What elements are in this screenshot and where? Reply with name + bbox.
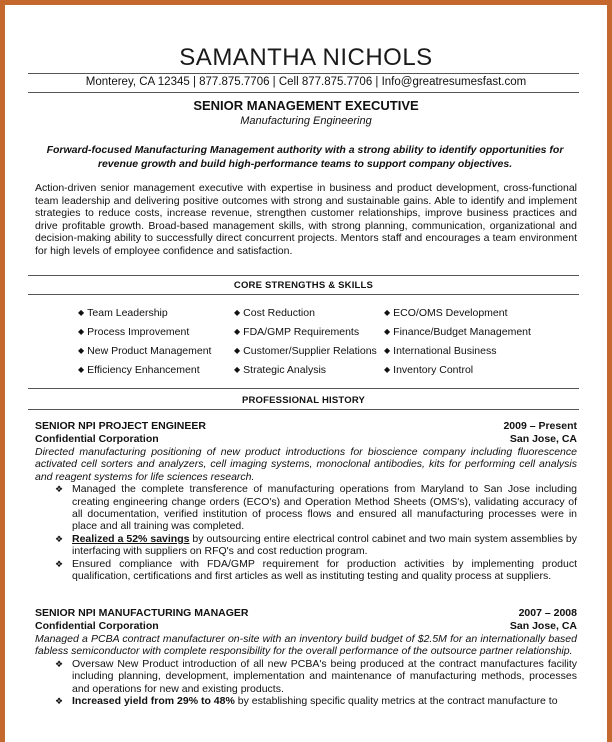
diamond-bullet-icon: ◆ bbox=[78, 365, 85, 374]
skills-row bbox=[78, 364, 558, 383]
contact-line: Monterey, CA 12345 | 877.875.7706 | Cell 877.875.7706 | Info@greatresumesfast.com bbox=[85, 76, 527, 88]
diamond-bullet-icon: ◆ bbox=[234, 365, 241, 374]
diamond-bullet-icon: ◆ bbox=[234, 308, 241, 317]
job-dates: 2007 – 2008 bbox=[518, 607, 577, 619]
skills-top-rule bbox=[28, 275, 579, 276]
diamond-bullet-icon: ◆ bbox=[234, 327, 241, 336]
skill-item: ◆ Team Leadership bbox=[78, 307, 168, 319]
candidate-name: SAMANTHA NICHOLS bbox=[179, 44, 433, 71]
diamond-bullet-icon: ◆ bbox=[78, 308, 85, 317]
diamond-bullet-icon: ◆ bbox=[384, 346, 391, 355]
contact-divider bbox=[28, 92, 579, 93]
job-description: Managed a PCBA contract manufacturer on-site with an inventory build budget of $2.5M for an internationally based fabless semiconductor with complete responsibility for the overall performance of the outsource partner relationship. bbox=[35, 633, 577, 658]
job-company: Confidential Corporation bbox=[35, 433, 159, 445]
skills-row bbox=[78, 307, 558, 326]
diamond-bullet-icon: ❖ bbox=[55, 658, 64, 669]
skills-row bbox=[78, 326, 558, 345]
skill-item: ◆ Customer/Supplier Relations bbox=[234, 345, 377, 357]
job-bullets bbox=[35, 483, 577, 582]
history-heading: PROFESSIONAL HISTORY bbox=[241, 395, 366, 406]
job-location: San Jose, CA bbox=[509, 620, 577, 632]
skill-item: ◆ New Product Management bbox=[78, 345, 212, 357]
resume-subtitle: Manufacturing Engineering bbox=[240, 115, 372, 127]
job-company: Confidential Corporation bbox=[35, 620, 159, 632]
job-bullet: ❖ Realized a 52% savings by outsourcing entire electrical control cabinet and two main system assemblies by interfacing with suppliers on RFQ's and cost reduction program. bbox=[55, 532, 577, 558]
diamond-bullet-icon: ❖ bbox=[55, 696, 64, 707]
resume-title: SENIOR MANAGEMENT EXECUTIVE bbox=[193, 98, 419, 113]
diamond-bullet-icon: ◆ bbox=[384, 327, 391, 336]
skill-item: ◆ Inventory Control bbox=[384, 364, 474, 376]
skill-item: ◆ FDA/GMP Requirements bbox=[234, 326, 360, 338]
job-bullet: ❖ Ensured compliance with FDA/GMP requirement for production activities by implementing product qualification, certifications and first articles as well as instituting testing and quality process at suppliers. bbox=[55, 557, 577, 583]
skills-heading: CORE STRENGTHS & SKILLS bbox=[233, 280, 374, 291]
job-entry bbox=[35, 607, 577, 707]
history-bottom-rule bbox=[28, 409, 579, 410]
job-title: SENIOR NPI PROJECT ENGINEER bbox=[35, 420, 206, 432]
skill-item: ◆ International Business bbox=[384, 345, 497, 357]
job-title-row bbox=[35, 420, 577, 433]
job-bullet: ❖ Increased yield from 29% to 48% by establishing specific quality metrics at the contract manufacture to bbox=[55, 695, 558, 708]
job-bullets bbox=[35, 658, 577, 708]
skill-item: ◆ Process Improvement bbox=[78, 326, 190, 338]
diamond-bullet-icon: ❖ bbox=[55, 558, 64, 569]
history-top-rule bbox=[28, 388, 579, 389]
skill-item: ◆ Efficiency Enhancement bbox=[78, 364, 200, 376]
job-title: SENIOR NPI MANUFACTURING MANAGER bbox=[35, 607, 249, 619]
job-company-row bbox=[35, 433, 577, 446]
diamond-bullet-icon: ◆ bbox=[78, 346, 85, 355]
job-location: San Jose, CA bbox=[509, 433, 577, 445]
skill-item: ◆ ECO/OMS Development bbox=[384, 307, 508, 319]
diamond-bullet-icon: ◆ bbox=[384, 365, 391, 374]
tagline: Forward-focused Manufacturing Management authority with a strong ability to identify opportunities for revenue growth and build high-performance teams to support company objectives. bbox=[46, 144, 564, 170]
skill-item: ◆ Finance/Budget Management bbox=[384, 326, 531, 338]
job-bullet: ❖ Managed the complete transference of manufacturing operations from Maryland to San Jose including creating engineering change orders (ECO's) and Operation Method Sheets (OMS's), validating accuracy of all documentation, verified institution of process flows and ensured all manufacturing processes were in place and all training was completed. bbox=[55, 483, 577, 533]
skills-bottom-rule bbox=[28, 294, 579, 295]
diamond-bullet-icon: ◆ bbox=[78, 327, 85, 336]
job-title-row bbox=[35, 607, 577, 620]
job-description: Directed manufacturing positioning of new product introductions for bioscience company including fluorescence activated cell sorters and analyzers, cell imaging systems, monoclonal antibodies, kits for performing cell analysis and reagent systems for life sciences research. bbox=[35, 446, 577, 483]
skills-row bbox=[78, 345, 558, 364]
diamond-bullet-icon: ❖ bbox=[55, 533, 64, 544]
diamond-bullet-icon: ◆ bbox=[384, 308, 391, 317]
skill-item: ◆ Cost Reduction bbox=[234, 307, 315, 319]
job-company-row bbox=[35, 620, 577, 633]
summary-paragraph: Action-driven senior management executive with expertise in business and product development, cross-functional team leadership and delivering positive outcomes with strong and sustainable gains. Able to identify and implement strategies to reduce costs, increase revenue, strengthen customer relationships, improve business practices and drive profitable growth. Broad-based management skills, with strong planning, communication, organizational and decision-making ability to successfully direct concurrent projects. Mentors staff and encourages a team environment for high levels of employee confidence and satisfaction. bbox=[35, 182, 577, 257]
diamond-bullet-icon: ❖ bbox=[55, 484, 64, 495]
skill-item: ◆ Strategic Analysis bbox=[234, 364, 327, 376]
job-bullet: ❖ Oversaw New Product introduction of all new PCBA's being produced at the contract manufactures facility including planning, development, implementation and maintenance of manufacturing methods, processes and operations for new and existing products. bbox=[55, 657, 577, 695]
job-entry bbox=[35, 420, 577, 582]
diamond-bullet-icon: ◆ bbox=[234, 346, 241, 355]
skills-grid bbox=[78, 307, 558, 383]
job-dates: 2009 – Present bbox=[503, 420, 577, 432]
header-divider bbox=[28, 73, 579, 74]
